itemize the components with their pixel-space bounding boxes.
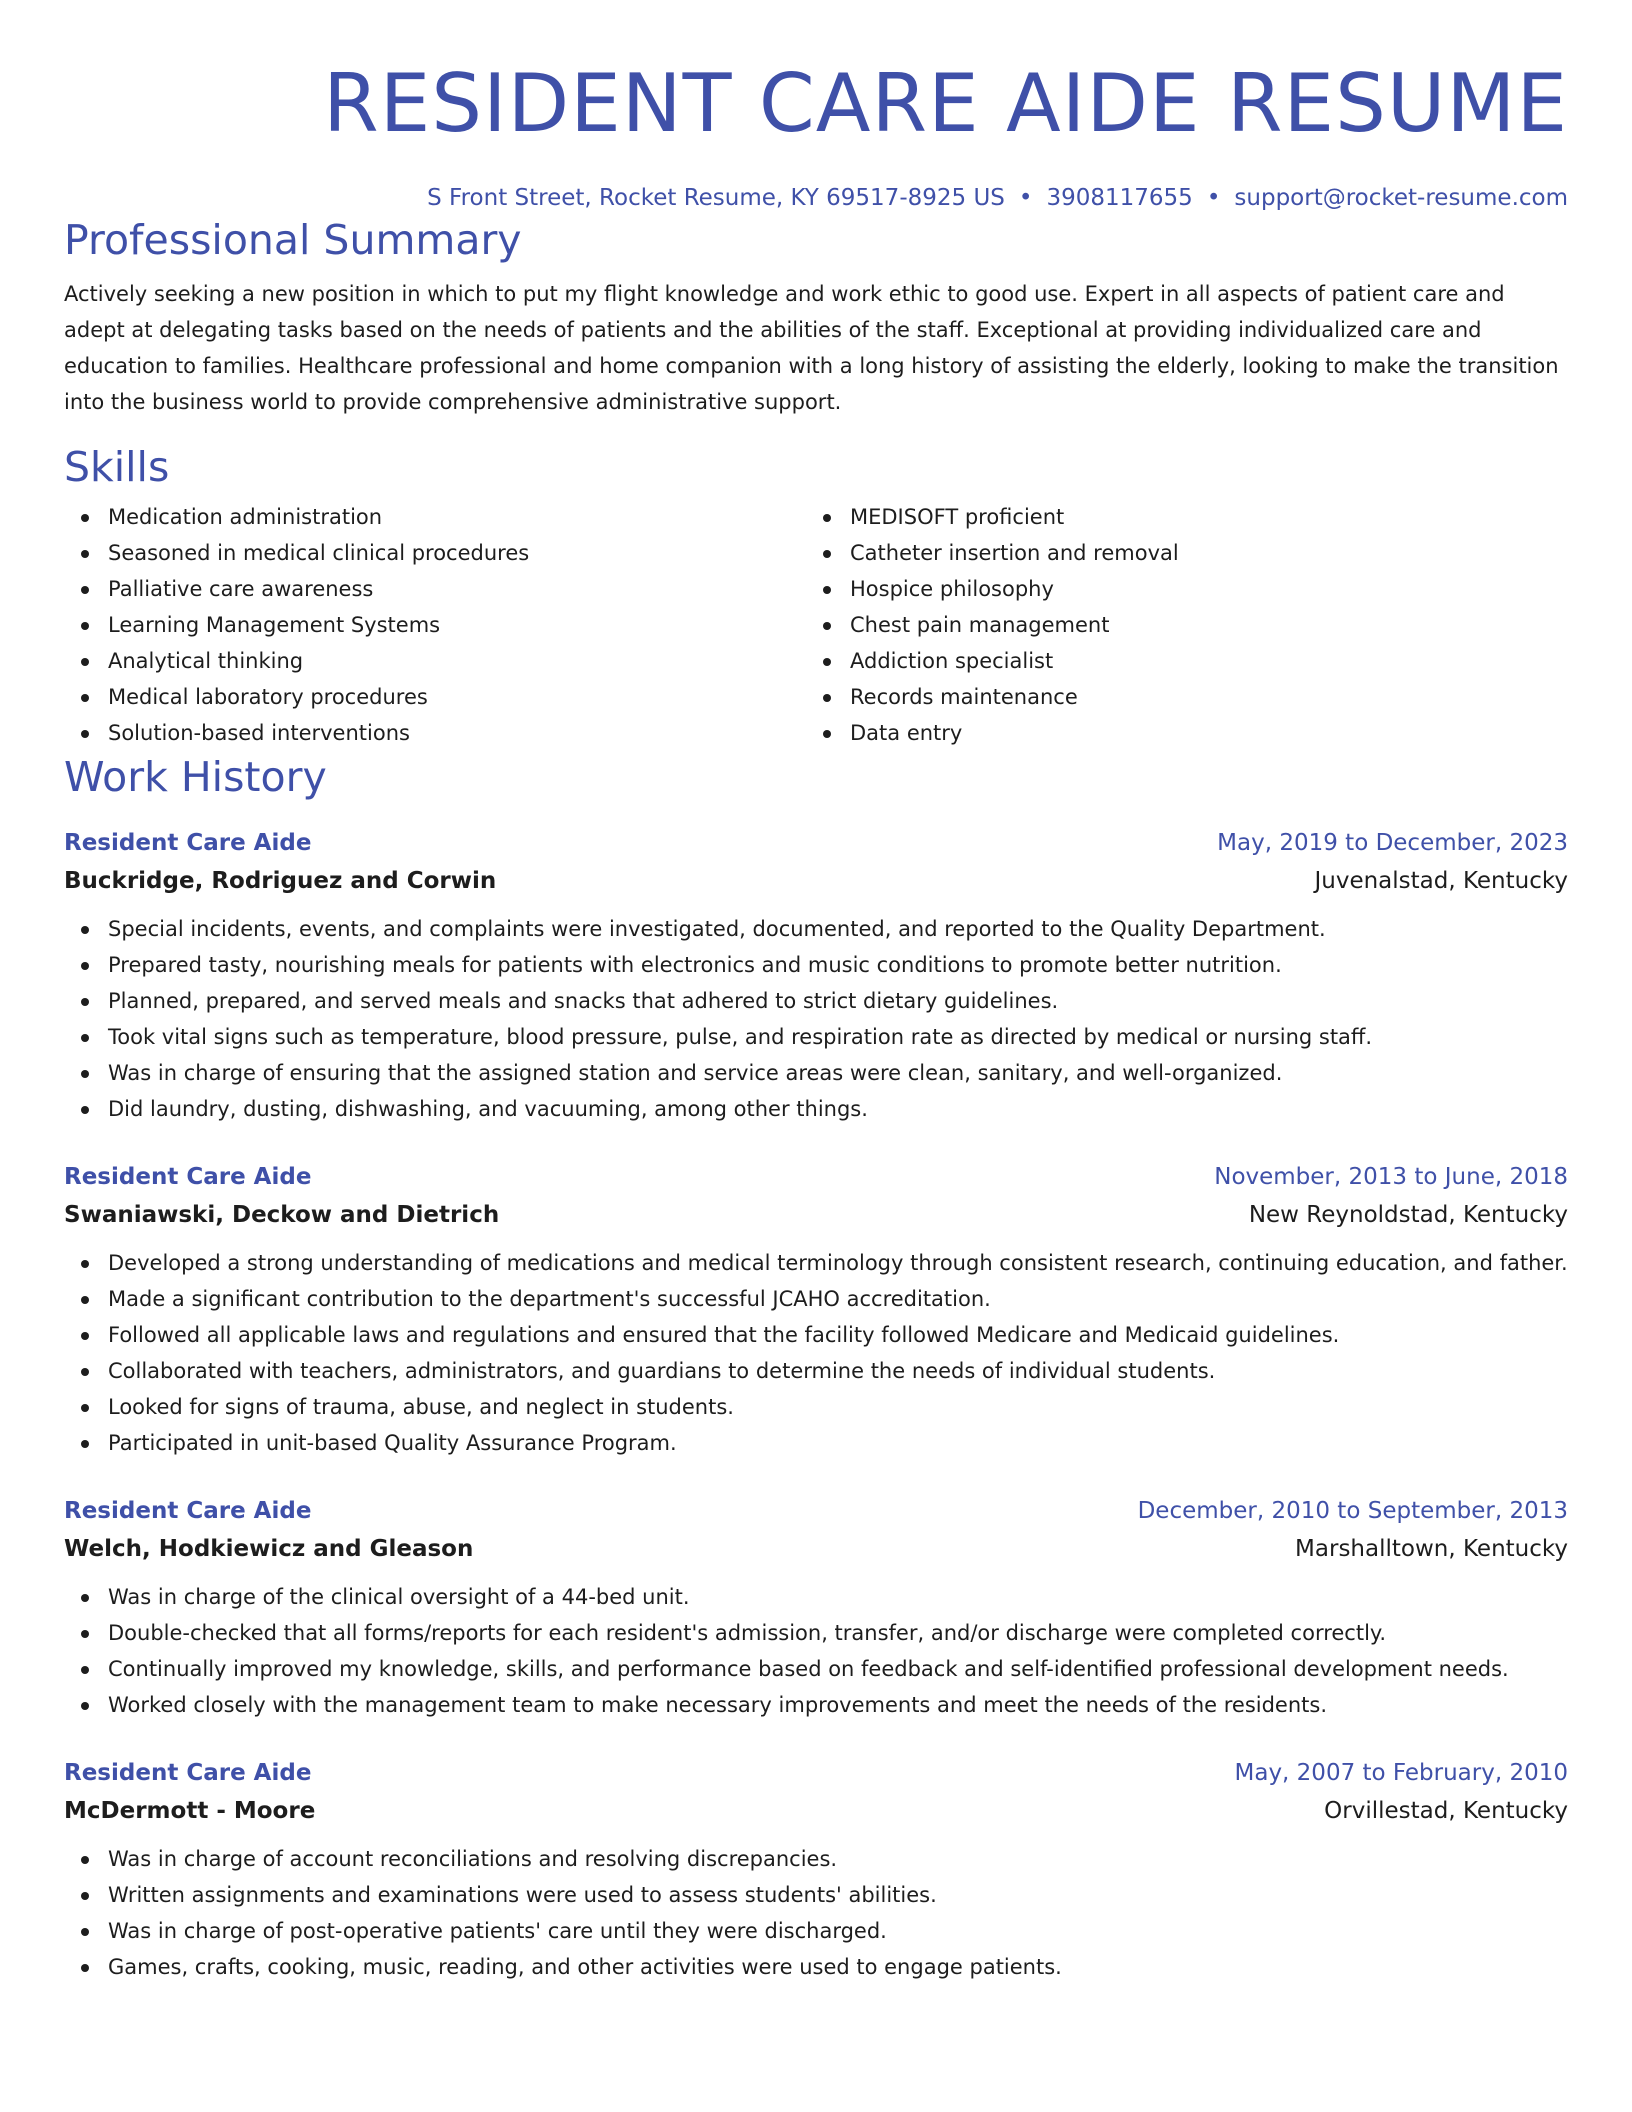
contact-phone: 3908117655 [1046, 185, 1193, 211]
job-bullets [64, 1841, 1568, 1985]
work-history-heading: Work History [64, 753, 327, 801]
job-bullet: Followed all applicable laws and regulations and ensured that the facility followed Medicare and Medicaid guidelines. [64, 1317, 1568, 1353]
job-company: Swaniawski, Deckow and Dietrich [64, 1202, 500, 1228]
skill-item: Data entry [806, 715, 1548, 751]
job-entry [64, 825, 1568, 1127]
skill-item: Catheter insertion and removal [806, 535, 1548, 571]
job-location: New Reynoldstad, Kentucky [1248, 1202, 1568, 1228]
job-dates: December, 2010 to September, 2013 [1137, 1498, 1568, 1524]
job-bullet: Written assignments and examinations were used to assess students' abilities. [64, 1877, 1568, 1913]
job-bullet: Special incidents, events, and complaints were investigated, documented, and reported to the Quality Department. [64, 911, 1568, 947]
resume-header [64, 0, 1568, 214]
summary-text: Actively seeking a new position in which to put my flight knowledge and work ethic to good use. Expert in all aspects of patient care and adept at delegating tasks based on the needs of patients and the abilities of the staff. Exceptional at providing individualized care and education to families. Healthcare professional and home companion with a long history of assisting the elderly, looking to make the transition into the business world to provide comprehensive administrative support. [64, 282, 1559, 414]
job-dates: May, 2007 to February, 2010 [1234, 1760, 1568, 1786]
skill-item: Addiction specialist [806, 643, 1548, 679]
contact-email: support@rocket-resume.com [1234, 185, 1568, 211]
job-bullet: Took vital signs such as temperature, blood pressure, pulse, and respiration rate as directed by medical or nursing staff. [64, 1019, 1568, 1055]
contact-line [64, 182, 1568, 214]
job-location: Orvillestad, Kentucky [1324, 1798, 1568, 1824]
job-title: Resident Care Aide [64, 1164, 312, 1190]
job-bullet: Was in charge of ensuring that the assigned station and service areas were clean, sanitary, and well-organized. [64, 1055, 1568, 1091]
job-bullet: Planned, prepared, and served meals and snacks that adhered to strict dietary guidelines. [64, 983, 1568, 1019]
job-entry [64, 1159, 1568, 1461]
skill-item: Medical laboratory procedures [64, 679, 806, 715]
contact-separator: • [1018, 185, 1033, 211]
summary-heading: Professional Summary [64, 216, 522, 264]
skill-item: MEDISOFT proficient [806, 499, 1548, 535]
skill-item: Learning Management Systems [64, 607, 806, 643]
job-bullet: Worked closely with the management team to make necessary improvements and meet the needs of the residents. [64, 1687, 1568, 1723]
job-company: Welch, Hodkiewicz and Gleason [64, 1536, 474, 1562]
job-bullet: Was in charge of post-operative patients' care until they were discharged. [64, 1913, 1568, 1949]
job-bullets [64, 1245, 1568, 1461]
skill-item: Medication administration [64, 499, 806, 535]
job-bullets [64, 1579, 1568, 1723]
job-bullet: Was in charge of the clinical oversight of a 44-bed unit. [64, 1579, 1568, 1615]
job-location: Juvenalstad, Kentucky [1314, 868, 1568, 894]
job-company: Buckridge, Rodriguez and Corwin [64, 868, 497, 894]
contact-address: S Front Street, Rocket Resume, KY 69517-8925 US [427, 185, 1005, 211]
job-bullet: Was in charge of account reconciliations and resolving discrepancies. [64, 1841, 1568, 1877]
skill-item: Seasoned in medical clinical procedures [64, 535, 806, 571]
resume-title: RESIDENT CARE AIDE RESUME [323, 57, 1568, 150]
job-title: Resident Care Aide [64, 830, 312, 856]
skill-item: Solution-based interventions [64, 715, 806, 751]
job-title: Resident Care Aide [64, 1760, 312, 1786]
skill-item: Records maintenance [806, 679, 1548, 715]
skill-item: Palliative care awareness [64, 571, 806, 607]
contact-separator: • [1206, 185, 1221, 211]
job-bullet: Continually improved my knowledge, skills, and performance based on feedback and self-identified professional development needs. [64, 1651, 1568, 1687]
job-bullet: Games, crafts, cooking, music, reading, and other activities were used to engage patients. [64, 1949, 1568, 1985]
job-bullet: Did laundry, dusting, dishwashing, and vacuuming, among other things. [64, 1091, 1568, 1127]
skill-item: Hospice philosophy [806, 571, 1548, 607]
skills-column-right [806, 499, 1548, 751]
skills-heading: Skills [64, 443, 170, 491]
job-bullets [64, 911, 1568, 1127]
job-company: McDermott - Moore [64, 1798, 316, 1824]
job-bullet: Participated in unit-based Quality Assurance Program. [64, 1425, 1568, 1461]
job-location: Marshalltown, Kentucky [1295, 1536, 1568, 1562]
job-dates: May, 2019 to December, 2023 [1217, 830, 1568, 856]
job-bullet: Made a significant contribution to the department's successful JCAHO accreditation. [64, 1281, 1568, 1317]
job-dates: November, 2013 to June, 2018 [1214, 1164, 1568, 1190]
job-bullet: Developed a strong understanding of medications and medical terminology through consistent research, continuing education, and father. [64, 1245, 1568, 1281]
job-bullet: Collaborated with teachers, administrators, and guardians to determine the needs of individual students. [64, 1353, 1568, 1389]
job-bullet: Double-checked that all forms/reports for each resident's admission, transfer, and/or discharge were completed correctly. [64, 1615, 1568, 1651]
skill-item: Analytical thinking [64, 643, 806, 679]
skills-list [64, 499, 1568, 751]
job-entry [64, 1755, 1568, 1985]
job-title: Resident Care Aide [64, 1498, 312, 1524]
job-bullet: Prepared tasty, nourishing meals for patients with electronics and music conditions to promote better nutrition. [64, 947, 1568, 983]
skills-column-left [64, 499, 806, 751]
skill-item: Chest pain management [806, 607, 1548, 643]
job-entry [64, 1493, 1568, 1723]
job-bullet: Looked for signs of trauma, abuse, and neglect in students. [64, 1389, 1568, 1425]
